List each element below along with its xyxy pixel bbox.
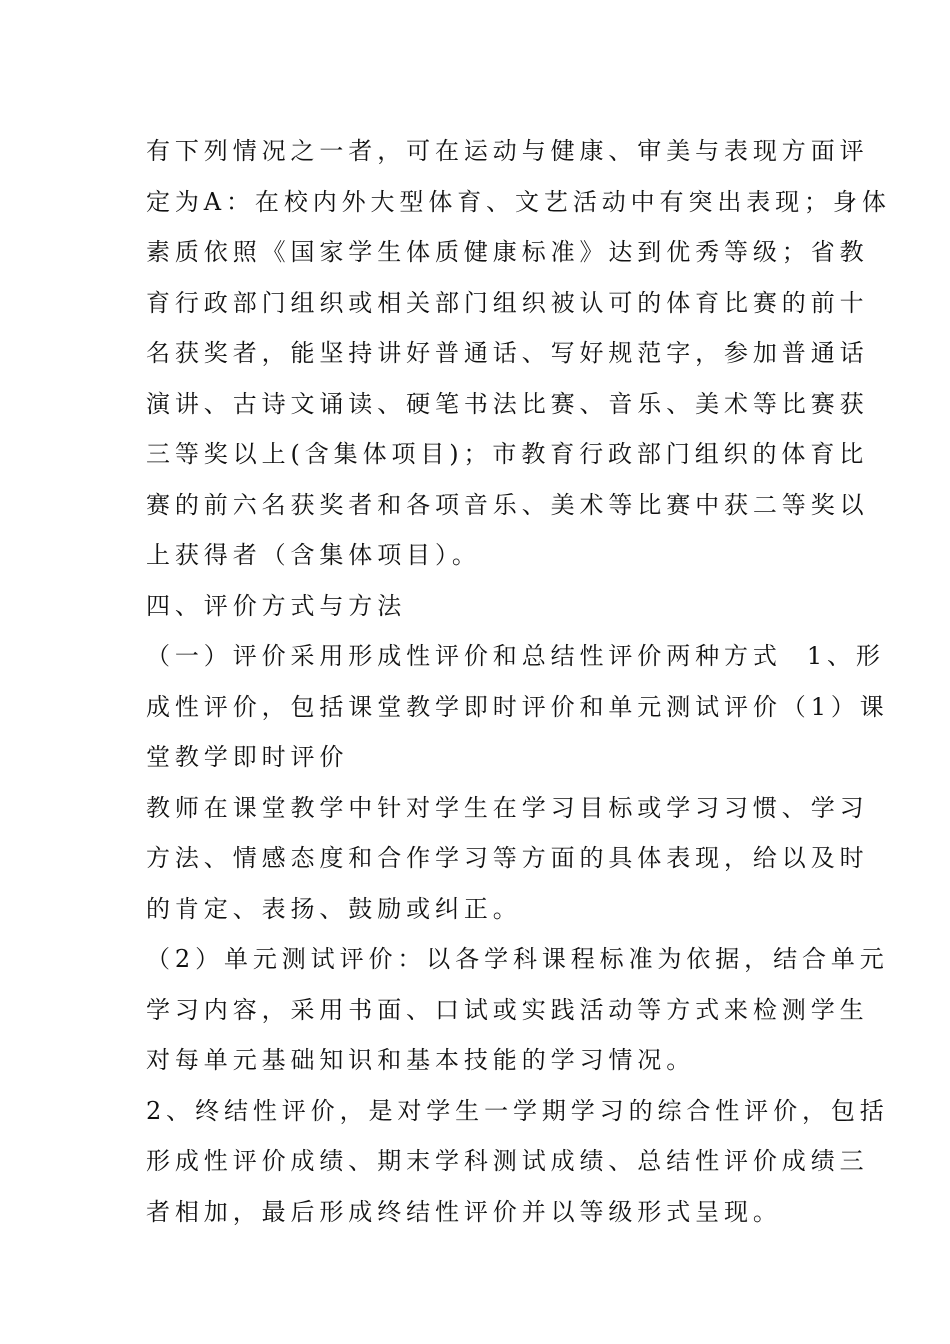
text-line: 演讲、古诗文诵读、硬笔书法比赛、音乐、美术等比赛获 bbox=[146, 389, 869, 418]
text-line: 方法、情感态度和合作学习等方面的具体表现，给以及时 bbox=[146, 844, 869, 872]
text-line: （2）单元测试评价：以各学科课程标准为依据，结合单元 bbox=[146, 945, 889, 973]
text-line: 学习内容，采用书面、口试或实践活动等方式来检测学生 bbox=[146, 995, 869, 1024]
section-heading: 四、评价方式与方法 bbox=[146, 591, 407, 620]
text-line: 对每单元基础知识和基本技能的学习情况。 bbox=[146, 1046, 696, 1074]
text-line: 赛的前六名获奖者和各项音乐、美术等比赛中获二等奖以 bbox=[146, 490, 869, 519]
text-line: 的肯定、表扬、鼓励或纠正。 bbox=[146, 894, 522, 923]
document-body bbox=[146, 126, 891, 1237]
text-line: 三等奖以上(含集体项目)；市教育行政部门组织的体育比 bbox=[146, 440, 869, 468]
text-line: 者相加，最后形成终结性评价并以等级形式呈现。 bbox=[146, 1197, 782, 1226]
text-line: 上获得者（含集体项目）。 bbox=[146, 541, 481, 569]
text-line: （一）评价采用形成性评价和总结性评价两种方式 1、形 bbox=[146, 642, 885, 670]
text-line: 育行政部门组织或相关部门组织被认可的体育比赛的前十 bbox=[146, 288, 869, 317]
text-line: 形成性评价成绩、期末学科测试成绩、总结性评价成绩三 bbox=[146, 1147, 869, 1175]
text-line: 定为A：在校内外大型体育、文艺活动中有突出表现；身体 bbox=[146, 187, 891, 216]
text-line: 成性评价，包括课堂教学即时评价和单元测试评价（1）课 bbox=[146, 692, 889, 721]
text-line: 素质依照《国家学生体质健康标准》达到优秀等级；省教 bbox=[146, 238, 869, 266]
text-line: 堂教学即时评价 bbox=[146, 743, 349, 771]
text-line: 有下列情况之一者，可在运动与健康、审美与表现方面评 bbox=[146, 137, 869, 165]
text-line: 名获奖者，能坚持讲好普通话、写好规范字，参加普通话 bbox=[146, 339, 869, 367]
text-line: 教师在课堂教学中针对学生在学习目标或学习习惯、学习 bbox=[146, 793, 869, 822]
text-line: 2、终结性评价，是对学生一学期学习的综合性评价，包括 bbox=[146, 1096, 889, 1125]
